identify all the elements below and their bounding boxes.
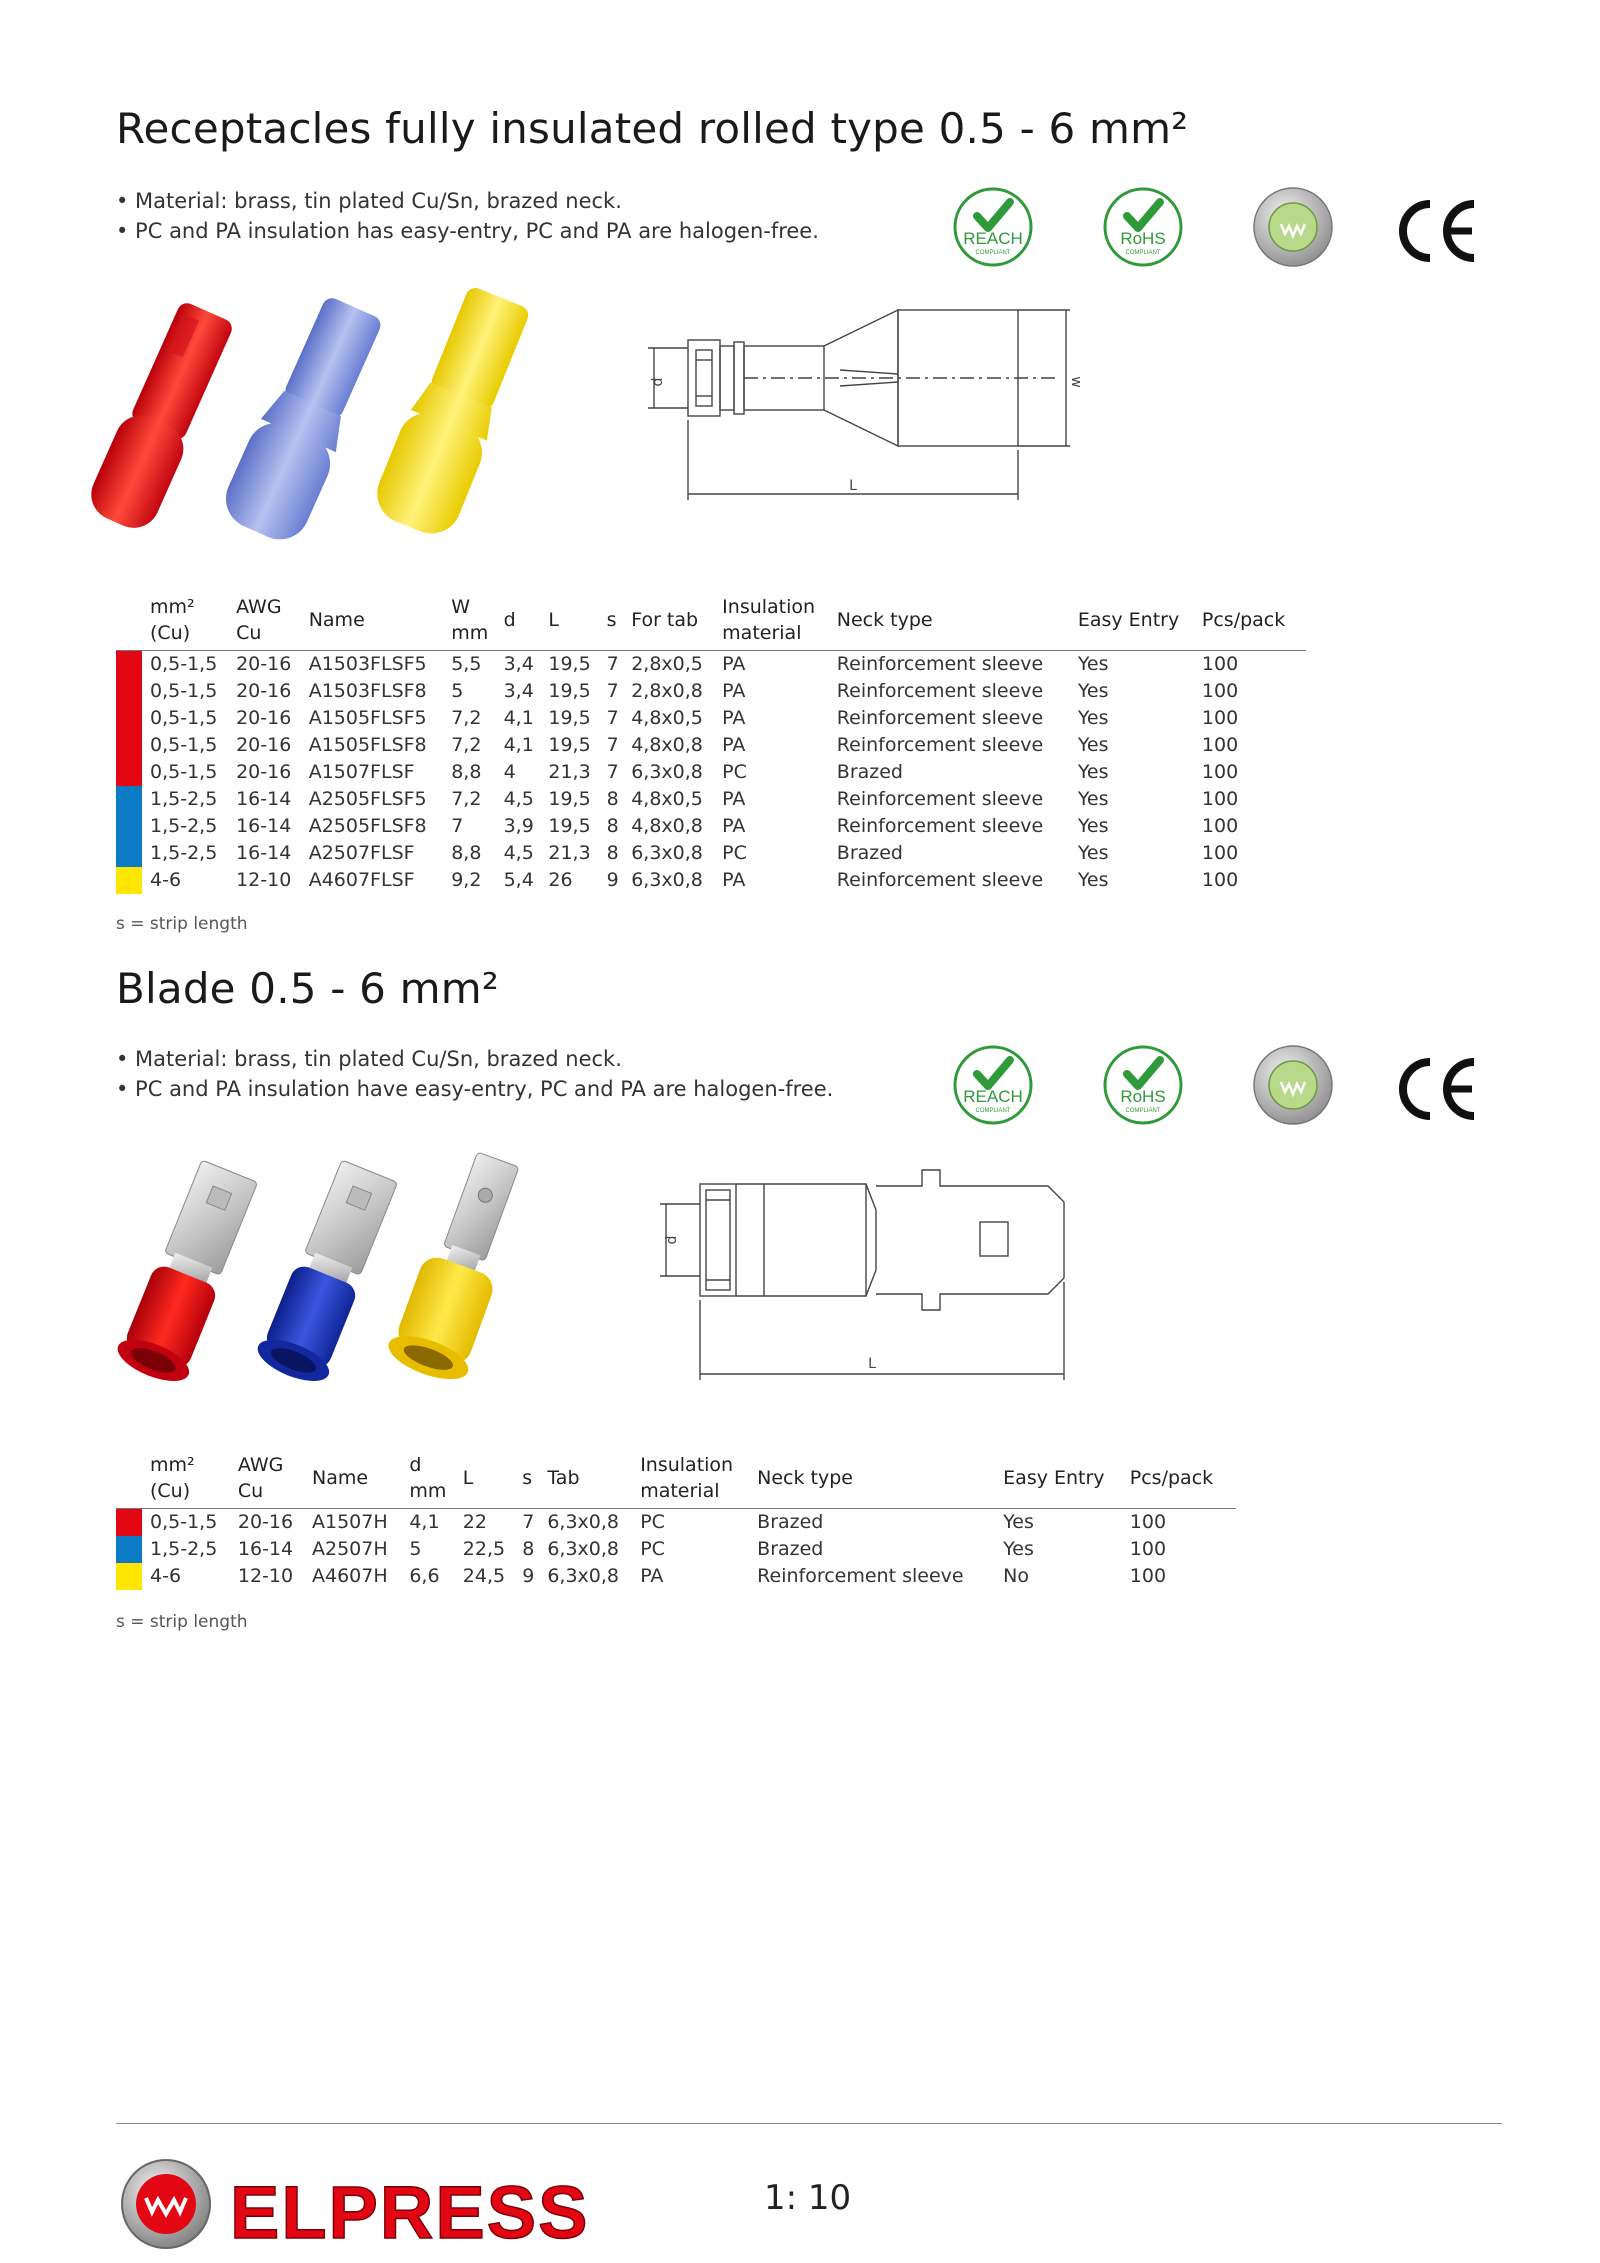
table-cell: 5 (409, 1538, 422, 1560)
table-cell: A2505FLSF5 (308, 788, 427, 810)
color-swatch (116, 1509, 150, 1537)
drawing-l-label: L (849, 478, 857, 494)
table-cell: 4,5 (503, 788, 534, 810)
color-swatch (116, 813, 150, 840)
drawing-l-label: L (868, 1356, 876, 1372)
table-cell: 4,5 (503, 842, 534, 864)
table-cell: PA (640, 1565, 664, 1587)
drawing-w-label: w (1068, 376, 1084, 388)
table-cell: PA (722, 680, 746, 702)
table-cell: 9 (606, 869, 619, 891)
table-cell: 6,6 (409, 1565, 440, 1587)
table-header: AWG Cu (236, 594, 309, 651)
color-swatch (116, 840, 150, 867)
table-cell: 21,3 (548, 842, 591, 864)
color-swatch-fill (116, 732, 142, 759)
bullet: • PC and PA insulation have easy-entry, PC and PA are halogen-free. (116, 1077, 834, 1101)
color-swatch-fill (116, 705, 142, 732)
table-cell: 9,2 (451, 869, 482, 891)
table-header: L (463, 1452, 522, 1509)
table-cell: Yes (1003, 1538, 1034, 1560)
table-row (116, 1509, 1236, 1537)
color-swatch (116, 678, 150, 705)
table-cell: 100 (1201, 680, 1239, 702)
table-header: Name (312, 1452, 409, 1509)
table-cell: 7,2 (451, 707, 482, 729)
table-cell: PC (640, 1511, 665, 1533)
table-cell: 19,5 (548, 815, 591, 837)
rohs-sub: COMPLIANT (1125, 250, 1161, 256)
color-swatch (116, 867, 150, 894)
bullet: • Material: brass, tin plated Cu/Sn, brazed neck. (116, 189, 622, 213)
table-cell: Reinforcement sleeve (836, 680, 1044, 702)
table-cell: 26 (548, 869, 573, 891)
table-cell: A2507FLSF (308, 842, 415, 864)
table-cell: 0,5-1,5 (150, 707, 218, 729)
table-row (116, 840, 1306, 867)
table-cell: Yes (1077, 842, 1109, 864)
elpress-certification-seal-icon (1252, 1044, 1334, 1126)
table-header: Neck type (757, 1452, 1003, 1509)
table-header: L (548, 594, 606, 651)
table-cell: 1,5-2,5 (150, 842, 218, 864)
table-cell: Yes (1077, 734, 1109, 756)
table-row (116, 651, 1306, 679)
table-cell: 6,3x0,8 (631, 842, 703, 864)
table-cell: 20-16 (236, 653, 292, 675)
table-cell: 16-14 (236, 842, 292, 864)
table-cell: 1,5-2,5 (150, 1538, 218, 1560)
rohs-label: RoHS (1120, 1087, 1166, 1106)
table-cell: 20-16 (236, 707, 292, 729)
color-swatch-fill (116, 759, 142, 786)
table-cell: PC (640, 1538, 665, 1560)
blade-spec-table (116, 1452, 1236, 1590)
table-cell: 100 (1129, 1538, 1167, 1560)
table-cell: 4,1 (503, 734, 534, 756)
table-cell: 0,5-1,5 (150, 653, 218, 675)
table-cell: 12-10 (236, 869, 292, 891)
table-cell: 20-16 (236, 734, 292, 756)
bullet: • PC and PA insulation has easy-entry, PC and PA are halogen-free. (116, 219, 819, 243)
table-cell: 0,5-1,5 (150, 1511, 218, 1533)
page-number: 1: 10 (764, 2178, 852, 2218)
table-row (116, 1536, 1236, 1563)
table-cell: 100 (1201, 707, 1239, 729)
table-cell: 7,2 (451, 734, 482, 756)
table-cell: A4607FLSF (308, 869, 415, 891)
table-header: Insulation material (640, 1452, 757, 1509)
table-cell: 20-16 (236, 680, 292, 702)
table-header: s (522, 1452, 547, 1509)
table-cell: Reinforcement sleeve (836, 788, 1044, 810)
table-cell: 21,3 (548, 761, 591, 783)
table-cell: Brazed (757, 1538, 824, 1560)
table-cell: 22,5 (462, 1538, 506, 1560)
table-header: Pcs/pack (1130, 1452, 1236, 1509)
table-cell: 4,8x0,8 (631, 815, 703, 837)
table-cell: No (1003, 1565, 1030, 1587)
table-header: d (504, 594, 549, 651)
reach-label: REACH (963, 229, 1023, 248)
table-cell: A1507H (311, 1511, 388, 1533)
table-cell: 6,3x0,8 (631, 869, 703, 891)
table-cell: 4,8x0,5 (631, 707, 703, 729)
table-cell: 4 (503, 761, 516, 783)
color-swatch-fill (116, 678, 142, 705)
table-cell: 16-14 (236, 815, 292, 837)
table-header: d mm (409, 1452, 462, 1509)
table-cell: 100 (1201, 788, 1239, 810)
table-header: Insulation material (722, 594, 837, 651)
rohs-compliant-icon (1102, 1044, 1184, 1126)
footer-divider (116, 2123, 1502, 2124)
table-cell: 7,2 (451, 788, 482, 810)
drawing-d-label: d (650, 377, 666, 387)
table-cell: 100 (1129, 1511, 1167, 1533)
section1-strip-length-note: s = strip length (116, 914, 248, 934)
table-header: s (607, 594, 632, 651)
table-header-color (116, 1452, 150, 1509)
table-cell: 3,4 (503, 653, 534, 675)
table-cell: 100 (1201, 653, 1239, 675)
table-cell: Yes (1077, 815, 1109, 837)
table-cell: PA (722, 869, 746, 891)
table-header: Tab (547, 1452, 640, 1509)
table-cell: 19,5 (548, 707, 591, 729)
table-cell: 8,8 (451, 761, 482, 783)
color-swatch-fill (116, 1536, 142, 1563)
color-swatch-fill (116, 813, 142, 840)
table-header: Easy Entry (1003, 1452, 1130, 1509)
blade-product-photo (112, 1140, 582, 1420)
color-swatch (116, 1563, 150, 1590)
table-cell: A4607H (311, 1565, 388, 1587)
table-cell: 24,5 (462, 1565, 506, 1587)
table-cell: 2,8x0,5 (631, 653, 703, 675)
table-cell: 0,5-1,5 (150, 761, 218, 783)
ce-mark-icon (1394, 1054, 1484, 1124)
table-cell: 6,3x0,8 (547, 1511, 620, 1533)
table-cell: 16-14 (236, 788, 292, 810)
table-cell: 5 (451, 680, 464, 702)
reach-label: REACH (963, 1087, 1023, 1106)
table-header-row (116, 594, 1306, 651)
table-cell: 7 (606, 734, 619, 756)
table-cell: 4,8x0,5 (631, 788, 703, 810)
color-swatch (116, 732, 150, 759)
table-cell: 1,5-2,5 (150, 815, 218, 837)
color-swatch-fill (116, 651, 142, 678)
table-cell: PC (722, 761, 747, 783)
table-cell: 7 (451, 815, 464, 837)
table-cell: Reinforcement sleeve (836, 734, 1044, 756)
table-row (116, 705, 1306, 732)
table-cell: 8,8 (451, 842, 482, 864)
table-cell: 7 (606, 653, 619, 675)
table-header: AWG Cu (238, 1452, 312, 1509)
table-cell: Brazed (836, 761, 903, 783)
color-swatch (116, 786, 150, 813)
table-cell: 4-6 (150, 1565, 182, 1587)
table-cell: 6,3x0,8 (631, 761, 703, 783)
table-cell: Brazed (757, 1511, 824, 1533)
table-row (116, 813, 1306, 840)
color-swatch-fill (116, 1509, 142, 1536)
reach-compliant-icon (952, 1044, 1034, 1126)
section2-strip-length-note: s = strip length (116, 1612, 248, 1632)
table-cell: A1503FLSF8 (308, 680, 427, 702)
table-cell: 100 (1201, 869, 1239, 891)
table-cell: 8 (606, 815, 619, 837)
color-swatch-fill (116, 840, 142, 867)
elpress-logo (118, 2148, 638, 2258)
table-cell: PC (722, 842, 747, 864)
table-header: mm² (Cu) (150, 594, 236, 651)
table-cell: A1505FLSF5 (308, 707, 427, 729)
table-header: W mm (451, 594, 503, 651)
bullet: • Material: brass, tin plated Cu/Sn, brazed neck. (116, 1047, 622, 1071)
table-cell: 4,1 (409, 1511, 440, 1533)
table-cell: PA (722, 707, 746, 729)
table-cell: PA (722, 734, 746, 756)
rohs-label: RoHS (1120, 229, 1166, 248)
table-cell: 19,5 (548, 653, 591, 675)
color-swatch (116, 705, 150, 732)
table-cell: 0,5-1,5 (150, 734, 218, 756)
table-header-row (116, 1452, 1236, 1509)
table-cell: Yes (1003, 1511, 1034, 1533)
rohs-compliant-icon (1102, 186, 1184, 268)
table-header-color (116, 594, 150, 651)
table-cell: Yes (1077, 680, 1109, 702)
table-cell: A1505FLSF8 (308, 734, 427, 756)
table-cell: 6,3x0,8 (547, 1565, 620, 1587)
table-cell: PA (722, 653, 746, 675)
table-cell: 5,4 (503, 869, 534, 891)
reach-sub: COMPLIANT (975, 1108, 1011, 1114)
drawing-d-label: d (664, 1235, 680, 1245)
table-cell: 4,8x0,8 (631, 734, 703, 756)
table-cell: 7 (522, 1511, 535, 1533)
table-cell: 20-16 (237, 1511, 294, 1533)
table-row (116, 786, 1306, 813)
color-swatch-fill (116, 1563, 142, 1590)
receptacle-technical-drawing (640, 300, 1084, 500)
table-header: Easy Entry (1078, 594, 1202, 651)
table-cell: PA (722, 788, 746, 810)
receptacle-spec-table (116, 594, 1306, 894)
table-cell: 3,9 (503, 815, 534, 837)
table-cell: 20-16 (236, 761, 292, 783)
table-cell: 12-10 (237, 1565, 294, 1587)
table-cell: A2505FLSF8 (308, 815, 427, 837)
table-cell: 100 (1129, 1565, 1167, 1587)
ce-mark-icon (1394, 196, 1484, 266)
table-cell: 3,4 (503, 680, 534, 702)
section2-title: Blade 0.5 - 6 mm² (116, 964, 499, 1013)
table-cell: Yes (1077, 788, 1109, 810)
table-cell: Reinforcement sleeve (836, 653, 1044, 675)
section1-bullets (116, 186, 819, 246)
table-cell: Reinforcement sleeve (836, 869, 1044, 891)
table-cell: 4-6 (150, 869, 182, 891)
table-cell: Reinforcement sleeve (757, 1565, 964, 1587)
table-cell: 5,5 (451, 653, 482, 675)
table-cell: 6,3x0,8 (547, 1538, 620, 1560)
table-cell: PA (722, 815, 746, 837)
table-cell: Yes (1077, 653, 1109, 675)
table-cell: 4,1 (503, 707, 534, 729)
table-cell: 1,5-2,5 (150, 788, 218, 810)
table-header: Name (309, 594, 452, 651)
table-cell: Brazed (836, 842, 903, 864)
reach-sub: COMPLIANT (975, 250, 1011, 256)
rohs-sub: COMPLIANT (1125, 1108, 1161, 1114)
elpress-wordmark: ELPRESS (230, 2171, 590, 2254)
table-header: Neck type (837, 594, 1078, 651)
section2-bullets (116, 1044, 833, 1104)
table-cell: 8 (522, 1538, 535, 1560)
table-cell: Reinforcement sleeve (836, 815, 1044, 837)
table-cell: 7 (606, 707, 619, 729)
table-cell: 100 (1201, 761, 1239, 783)
blade-technical-drawing (640, 1160, 1100, 1380)
table-row (116, 1563, 1236, 1590)
section1-title: Receptacles fully insulated rolled type 0.5 - 6 mm² (116, 104, 1189, 153)
table-cell: 100 (1201, 842, 1239, 864)
table-cell: 19,5 (548, 734, 591, 756)
table-cell: 19,5 (548, 680, 591, 702)
table-header: mm² (Cu) (150, 1452, 238, 1509)
table-cell: 9 (522, 1565, 535, 1587)
table-row (116, 759, 1306, 786)
color-swatch (116, 651, 150, 679)
table-cell: A1503FLSF5 (308, 653, 427, 675)
color-swatch-fill (116, 867, 142, 894)
table-cell: 100 (1201, 815, 1239, 837)
color-swatch (116, 1536, 150, 1563)
table-cell: Yes (1077, 707, 1109, 729)
color-swatch (116, 759, 150, 786)
table-row (116, 732, 1306, 759)
table-cell: 7 (606, 680, 619, 702)
table-cell: 16-14 (237, 1538, 294, 1560)
table-cell: A1507FLSF (308, 761, 415, 783)
table-cell: 22 (462, 1511, 487, 1533)
table-cell: Reinforcement sleeve (836, 707, 1044, 729)
table-cell: 8 (606, 788, 619, 810)
table-row (116, 678, 1306, 705)
table-cell: 2,8x0,8 (631, 680, 703, 702)
table-cell: A2507H (311, 1538, 388, 1560)
table-cell: 8 (606, 842, 619, 864)
table-row (116, 867, 1306, 894)
elpress-certification-seal-icon (1252, 186, 1334, 268)
table-cell: 100 (1201, 734, 1239, 756)
table-cell: Yes (1077, 761, 1109, 783)
reach-compliant-icon (952, 186, 1034, 268)
color-swatch-fill (116, 786, 142, 813)
table-cell: 7 (606, 761, 619, 783)
table-header: For tab (631, 594, 722, 651)
table-cell: 19,5 (548, 788, 591, 810)
table-cell: 0,5-1,5 (150, 680, 218, 702)
table-header: Pcs/pack (1202, 594, 1306, 651)
receptacle-product-photo (112, 280, 582, 550)
table-cell: Yes (1077, 869, 1109, 891)
